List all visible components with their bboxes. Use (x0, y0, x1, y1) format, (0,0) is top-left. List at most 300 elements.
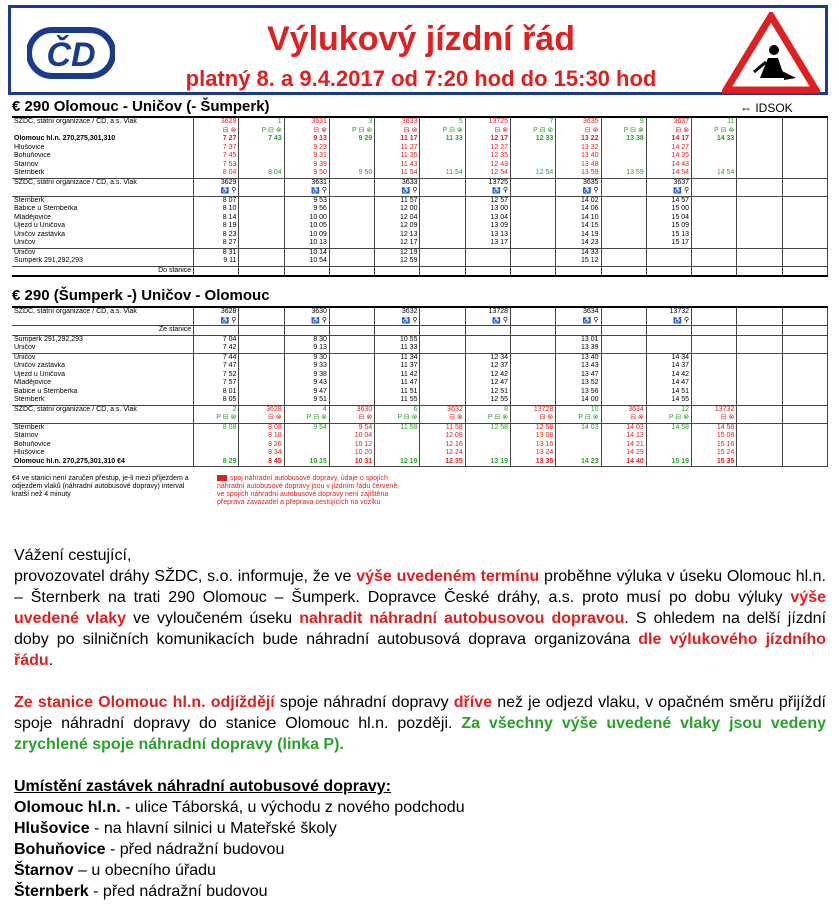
time-cell: 14 27 (646, 144, 691, 153)
row-label: Babice u Šternberka (12, 205, 194, 214)
time-cell (782, 231, 827, 240)
row-label: Šternberk (12, 169, 194, 178)
time-cell (601, 222, 646, 231)
time-cell (601, 335, 646, 344)
time-cell: 12 51 (465, 388, 510, 397)
table-row (12, 388, 828, 397)
time-cell: 10 13 (284, 239, 329, 248)
time-cell (465, 326, 510, 336)
time-cell: 3632 (375, 307, 420, 317)
time-cell: 8 05 (194, 396, 239, 405)
time-cell: 8 (465, 405, 510, 414)
timetable-unicov-olomouc (12, 306, 828, 467)
time-cell (420, 344, 465, 353)
row-label: Uničov (12, 239, 194, 248)
time-cell (239, 379, 284, 388)
time-cell: 10 05 (284, 222, 329, 231)
time-cell (420, 371, 465, 380)
time-cell (194, 441, 239, 450)
time-cell (782, 266, 827, 276)
time-cell (329, 248, 374, 257)
time-cell: 13 13 (465, 231, 510, 240)
row-label: Mladějovice (12, 379, 194, 388)
time-cell (737, 405, 782, 414)
time-cell: 12 (646, 405, 691, 414)
stop-item (14, 797, 826, 818)
time-cell (692, 214, 737, 223)
time-cell: 8 10 (194, 205, 239, 214)
time-cell: 13 48 (556, 161, 601, 170)
table-row (12, 161, 828, 170)
time-cell: 10 (556, 405, 601, 414)
stop-description: - před nádražní budovou (88, 883, 268, 900)
time-cell: 7 04 (194, 335, 239, 344)
time-cell (601, 248, 646, 257)
time-cell: 14 55 (646, 396, 691, 405)
time-cell: 3 (329, 117, 374, 127)
time-cell: 14 29 (601, 449, 646, 458)
time-cell: 14 51 (646, 388, 691, 397)
row-label: Šumperk 291,292,293 (12, 257, 194, 266)
time-cell (329, 196, 374, 205)
time-cell (737, 144, 782, 153)
time-cell (601, 152, 646, 161)
time-cell (646, 449, 691, 458)
time-cell (782, 458, 827, 467)
time-cell (420, 248, 465, 257)
time-cell: 3637 (646, 178, 691, 187)
time-cell (601, 396, 646, 405)
time-cell (511, 231, 556, 240)
time-cell (375, 441, 420, 450)
time-cell: 14 54 (692, 169, 737, 178)
row-label: Ze stanice (12, 326, 194, 336)
time-cell (284, 449, 329, 458)
time-cell: 3633 (375, 117, 420, 127)
time-cell (782, 205, 827, 214)
time-cell (420, 144, 465, 153)
stop-name: Štarnov (14, 862, 74, 879)
time-cell (329, 222, 374, 231)
time-cell (556, 266, 601, 276)
time-cell: 14 57 (646, 196, 691, 205)
time-cell (737, 362, 782, 371)
stops-heading: Umístění zastávek náhradní autobusové dopravy: (14, 778, 391, 795)
time-cell: 11 35 (375, 152, 420, 161)
time-cell: 13 19 (465, 458, 510, 467)
time-cell (284, 326, 329, 336)
time-cell: 13 59 (556, 169, 601, 178)
time-cell (782, 449, 827, 458)
time-cell: 3630 (284, 307, 329, 317)
time-cell: 5 (420, 117, 465, 127)
time-cell: 12 27 (465, 144, 510, 153)
time-cell (239, 161, 284, 170)
time-cell: ♿ ⚲ (556, 187, 601, 196)
time-cell: 13 00 (465, 205, 510, 214)
time-cell (646, 257, 691, 266)
time-cell (420, 257, 465, 266)
time-cell (329, 144, 374, 153)
time-cell (601, 317, 646, 326)
time-cell (239, 187, 284, 196)
time-cell: ♿ ⚲ (465, 317, 510, 326)
time-cell (329, 344, 374, 353)
time-cell: 3632 (420, 405, 465, 414)
time-cell: P ⊟ ⊗ (692, 127, 737, 136)
section2-title: € 290 (Šumperk -) Uničov - Olomouc (12, 287, 270, 304)
time-cell (782, 414, 827, 423)
time-cell: 8 01 (194, 388, 239, 397)
table-row (12, 187, 828, 196)
time-cell: 3628 (194, 307, 239, 317)
row-label: Babice u Šternberka (12, 388, 194, 397)
time-cell: 14 15 (556, 222, 601, 231)
table-row (12, 414, 828, 423)
time-cell: 8 08 (239, 423, 284, 432)
time-cell (646, 441, 691, 450)
time-cell (194, 326, 239, 336)
table-row (12, 396, 828, 405)
time-cell: P ⊟ ⊗ (239, 127, 284, 136)
time-cell: ♿ ⚲ (284, 187, 329, 196)
time-cell: 10 14 (284, 248, 329, 257)
time-cell: 13 52 (556, 379, 601, 388)
row-label: Olomouc hl.n. 270,275,301,310 €4 (12, 458, 194, 467)
time-cell (601, 362, 646, 371)
time-cell: 11 51 (375, 388, 420, 397)
time-cell (239, 222, 284, 231)
time-cell (601, 353, 646, 362)
stops-list (14, 797, 826, 902)
time-cell: 8 31 (194, 248, 239, 257)
time-cell (511, 379, 556, 388)
time-cell: 3629 (194, 178, 239, 187)
time-cell: 3631 (284, 117, 329, 127)
note-replacement-text: spoj náhradní autobusové dopravy, údaje o spojích náhradní autobusové dopravy jsou v jízdním řádu červeně, ve spojích náhradní autobusové dopravy není zajištěna přeprava zavazadel a přeprava cestujících na vozíku (217, 475, 400, 506)
time-cell: 15 00 (646, 205, 691, 214)
time-cell: ♿ ⚲ (284, 317, 329, 326)
time-cell: 13 22 (556, 135, 601, 144)
table-row (12, 214, 828, 223)
time-cell (239, 257, 284, 266)
time-cell: 3628 (239, 405, 284, 414)
row-label (12, 414, 194, 423)
time-cell (465, 257, 510, 266)
table-row (12, 449, 828, 458)
time-cell (420, 239, 465, 248)
time-cell: 4 (284, 405, 329, 414)
time-cell (420, 379, 465, 388)
time-cell (239, 152, 284, 161)
table-row (12, 205, 828, 214)
time-cell: 12 16 (420, 441, 465, 450)
time-cell: ♿ ⚲ (646, 187, 691, 196)
row-label: Uničov (12, 248, 194, 257)
row-label: Hlušovice (12, 449, 194, 458)
time-cell: 10 31 (329, 458, 374, 467)
time-cell (239, 344, 284, 353)
time-cell: P ⊟ ⊗ (601, 127, 646, 136)
time-cell (692, 266, 737, 276)
time-cell: ⊟ ⊗ (601, 414, 646, 423)
time-cell (420, 178, 465, 187)
table-row (12, 266, 828, 276)
time-cell (239, 144, 284, 153)
time-cell: 9 13 (284, 135, 329, 144)
page-title: Výlukový jízdní řád (267, 20, 575, 58)
time-cell (511, 214, 556, 223)
time-cell: 3635 (556, 178, 601, 187)
time-cell (692, 362, 737, 371)
time-cell (601, 231, 646, 240)
time-cell: 12 42 (465, 371, 510, 380)
time-cell: 9 11 (194, 257, 239, 266)
stop-description: - před nádražní budovou (105, 841, 285, 858)
time-cell: 8 07 (194, 196, 239, 205)
row-label: Uničov zastávka (12, 231, 194, 240)
time-cell (239, 205, 284, 214)
time-cell (646, 432, 691, 441)
time-cell: 13 43 (556, 362, 601, 371)
time-cell (737, 326, 782, 336)
row-label: Bohuňovice (12, 441, 194, 450)
time-cell: 8 23 (194, 231, 239, 240)
time-cell: 2 (194, 405, 239, 414)
table-row (12, 152, 828, 161)
time-cell (737, 222, 782, 231)
time-cell (420, 196, 465, 205)
time-cell: ⊟ ⊗ (194, 127, 239, 136)
time-cell (782, 371, 827, 380)
time-cell (737, 214, 782, 223)
time-cell (601, 187, 646, 196)
time-cell (782, 152, 827, 161)
time-cell (329, 152, 374, 161)
time-cell (692, 248, 737, 257)
time-cell (511, 161, 556, 170)
time-cell (329, 396, 374, 405)
time-cell: 11 17 (375, 135, 420, 144)
time-cell (692, 307, 737, 317)
time-cell (737, 379, 782, 388)
time-cell: 14 33 (692, 135, 737, 144)
table-row (12, 127, 828, 136)
time-cell (420, 307, 465, 317)
time-cell (511, 388, 556, 397)
time-cell (737, 335, 782, 344)
time-cell: P ⊟ ⊗ (420, 127, 465, 136)
time-cell: P ⊟ ⊗ (465, 414, 510, 423)
time-cell (239, 178, 284, 187)
time-cell: 9 54 (329, 423, 374, 432)
time-cell (420, 266, 465, 276)
time-cell: 15 12 (556, 257, 601, 266)
time-cell: 8 29 (194, 458, 239, 467)
time-cell (239, 371, 284, 380)
time-cell (737, 371, 782, 380)
time-cell: 9 30 (284, 353, 329, 362)
time-cell: 11 57 (375, 196, 420, 205)
time-cell: 8 19 (194, 222, 239, 231)
time-cell (329, 353, 374, 362)
row-label: Uničov (12, 344, 194, 353)
time-cell (737, 239, 782, 248)
row-label: Bohuňovice (12, 152, 194, 161)
time-cell: 7 57 (194, 379, 239, 388)
time-cell (737, 205, 782, 214)
time-cell: 14 21 (601, 441, 646, 450)
time-cell: 12 35 (420, 458, 465, 467)
time-cell (782, 432, 827, 441)
time-cell: 11 37 (375, 362, 420, 371)
time-cell (420, 388, 465, 397)
time-cell: 14 00 (556, 396, 601, 405)
stop-name: Olomouc hl.n. (14, 799, 121, 816)
time-cell: 11 27 (375, 144, 420, 153)
time-cell (284, 266, 329, 276)
time-cell (601, 257, 646, 266)
time-cell: 15 24 (692, 449, 737, 458)
time-cell: 8 30 (284, 335, 329, 344)
time-cell: 9 23 (284, 144, 329, 153)
time-cell: 7 43 (239, 135, 284, 144)
time-cell: 12 17 (375, 239, 420, 248)
time-cell: 13 24 (511, 449, 556, 458)
time-cell: 15 09 (646, 222, 691, 231)
time-cell: 12 34 (465, 353, 510, 362)
time-cell: 11 (692, 117, 737, 127)
time-cell (782, 144, 827, 153)
table-row (12, 405, 828, 414)
time-cell (646, 335, 691, 344)
stop-item (14, 839, 826, 860)
time-cell (737, 169, 782, 178)
time-cell: 12 47 (465, 379, 510, 388)
time-cell: ⊟ ⊗ (284, 127, 329, 136)
time-cell: 8 04 (239, 169, 284, 178)
time-cell: 14 35 (646, 152, 691, 161)
table-row (12, 117, 828, 127)
time-cell (646, 266, 691, 276)
time-cell: 13 47 (556, 371, 601, 380)
time-cell: 7 (511, 117, 556, 127)
time-cell (601, 266, 646, 276)
time-cell (692, 326, 737, 336)
time-cell (239, 335, 284, 344)
time-cell (194, 432, 239, 441)
time-cell (692, 396, 737, 405)
time-cell (511, 196, 556, 205)
paragraph-2: Ze stanice Olomouc hl.n. odjíždějí spoje náhradní dopravy dříve než je odjezd vlaku, v opačném směru přijíždí spoje náhradní dopravy do stanice Olomouc hl.n. později. Za všechny výše uvedené vlaky jsou vedeny zrychlené spoje náhradní dopravy (linka P). (14, 694, 826, 753)
row-label: SŽDC, státní organizace / ČD, a.s. Vlak (12, 307, 194, 317)
table-row (12, 441, 828, 450)
time-cell (737, 317, 782, 326)
time-cell (601, 144, 646, 153)
time-cell: 7 42 (194, 344, 239, 353)
time-cell: 11 34 (375, 353, 420, 362)
time-cell: 10 54 (284, 257, 329, 266)
time-cell: 14 43 (646, 161, 691, 170)
paragraph-1: provozovatel dráhy SŽDC, s.o. informuje, že ve výše uvedeném termínu proběhne výluka v úseku Olomouc hl.n. – Šternberk na trati 290 Olomouc – Šumperk. Dopravce České dráhy, a.s. proto musí po dobu výluky výše uvedené vlaky ve vyloučeném úseku nahradit náhradní autobusovou dopravou. S ohledem na delší jízdní doby po silničních komunikacích bude náhradní autobusová doprava organizována dle výlukového jízdního řádu. (14, 568, 827, 669)
time-cell: 12 08 (420, 432, 465, 441)
time-cell: 12 24 (420, 449, 465, 458)
time-cell (782, 196, 827, 205)
time-cell (420, 231, 465, 240)
time-cell (465, 248, 510, 257)
time-cell: ⊟ ⊗ (329, 414, 374, 423)
time-cell (737, 178, 782, 187)
time-cell (329, 205, 374, 214)
time-cell: 8 34 (239, 449, 284, 458)
time-cell: 13 40 (556, 353, 601, 362)
time-cell (692, 178, 737, 187)
note-transfer: €4 ve stanici není zaručen přestup, je-li mezi příjezdem a odjezdem vlaků (náhradní autobusové dopravy) interval kratší než 4 minuty (12, 475, 189, 498)
stop-description: - ulice Táborská, u východu z nového podchodu (120, 799, 465, 816)
time-cell (692, 371, 737, 380)
table-row (12, 423, 828, 432)
table-row (12, 144, 828, 153)
time-cell (737, 458, 782, 467)
time-cell (511, 266, 556, 276)
time-cell (601, 239, 646, 248)
table-row (12, 222, 828, 231)
time-cell (601, 379, 646, 388)
time-cell: 14 34 (646, 353, 691, 362)
time-cell (782, 178, 827, 187)
time-cell: 14 02 (556, 196, 601, 205)
time-cell: 9 43 (284, 379, 329, 388)
time-cell (692, 353, 737, 362)
time-cell: 13 56 (556, 388, 601, 397)
time-cell: 11 42 (375, 371, 420, 380)
time-cell: 12 17 (465, 135, 510, 144)
time-cell: 14 23 (556, 239, 601, 248)
time-cell (465, 335, 510, 344)
time-cell: 14 13 (601, 432, 646, 441)
time-cell (737, 449, 782, 458)
time-cell (737, 152, 782, 161)
time-cell: 9 33 (284, 362, 329, 371)
time-cell: 11 33 (420, 135, 465, 144)
table-row (12, 169, 828, 178)
time-cell: 7 37 (194, 144, 239, 153)
time-cell (511, 317, 556, 326)
stop-name: Šternberk (14, 883, 89, 900)
time-cell: 13 17 (465, 239, 510, 248)
time-cell: P ⊟ ⊗ (556, 414, 601, 423)
time-cell: 14 54 (646, 169, 691, 178)
row-label: SŽDC, státní organizace / ČD, a.s. Vlak (12, 117, 194, 127)
row-label: Šternberk (12, 396, 194, 405)
time-cell (329, 161, 374, 170)
table-row (12, 239, 828, 248)
time-cell: 12 13 (375, 231, 420, 240)
time-cell: P ⊟ ⊗ (511, 127, 556, 136)
row-label (12, 127, 194, 136)
time-cell: 9 39 (284, 161, 329, 170)
time-cell: 3634 (601, 405, 646, 414)
stop-item (14, 818, 826, 839)
time-cell: 12 55 (465, 396, 510, 405)
table-row (12, 307, 828, 317)
time-cell: P ⊟ ⊗ (329, 127, 374, 136)
time-cell: ♿ ⚲ (194, 317, 239, 326)
time-cell (420, 205, 465, 214)
time-cell (420, 187, 465, 196)
page-subtitle: platný 8. a 9.4.2017 od 7:20 hod do 15:30 hod (185, 66, 657, 91)
time-cell (601, 161, 646, 170)
